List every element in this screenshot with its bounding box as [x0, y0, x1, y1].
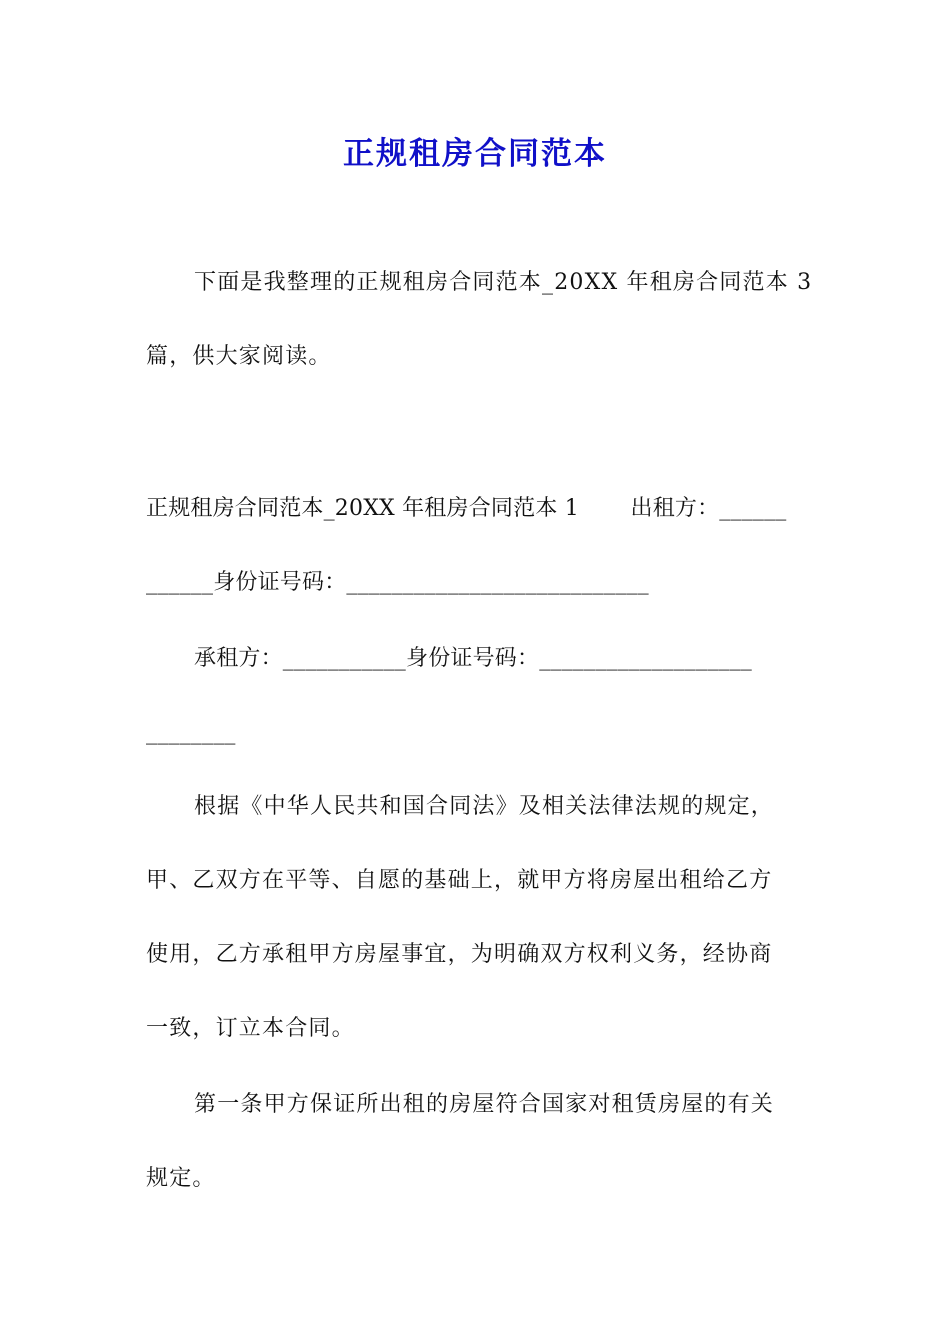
lessor-id-line: ______身份证号码：___________________________ — [146, 570, 649, 595]
body-paragraph-line-3: 使用，乙方承租甲方房屋事宜，为明确双方权利义务，经协商 — [146, 942, 773, 967]
section-heading-line: 正规租房合同范本_20XX 年租房合同范本 1 出租方：______ — [146, 496, 787, 521]
body-paragraph-line-1: 根据《中华人民共和国合同法》及相关法律法规的规定， — [194, 794, 775, 819]
body-paragraph-line-4: 一致，订立本合同。 — [146, 1016, 355, 1041]
lessee-line: 承租方：___________身份证号码：___________________ — [194, 646, 753, 671]
article-one-line-1: 第一条甲方保证所出租的房屋符合国家对租赁房屋的有关 — [194, 1092, 775, 1117]
lessee-id-continuation: ________ — [146, 720, 236, 745]
body-paragraph-line-2: 甲、乙双方在平等、自愿的基础上，就甲方将房屋出租给乙方 — [146, 868, 773, 893]
intro-line-2: 篇，供大家阅读。 — [146, 344, 332, 369]
intro-line-1: 下面是我整理的正规租房合同范本_20XX 年租房合同范本 3 — [194, 270, 813, 295]
document-title: 正规租房合同范本 — [343, 136, 607, 172]
article-one-line-2: 规定。 — [146, 1166, 216, 1191]
